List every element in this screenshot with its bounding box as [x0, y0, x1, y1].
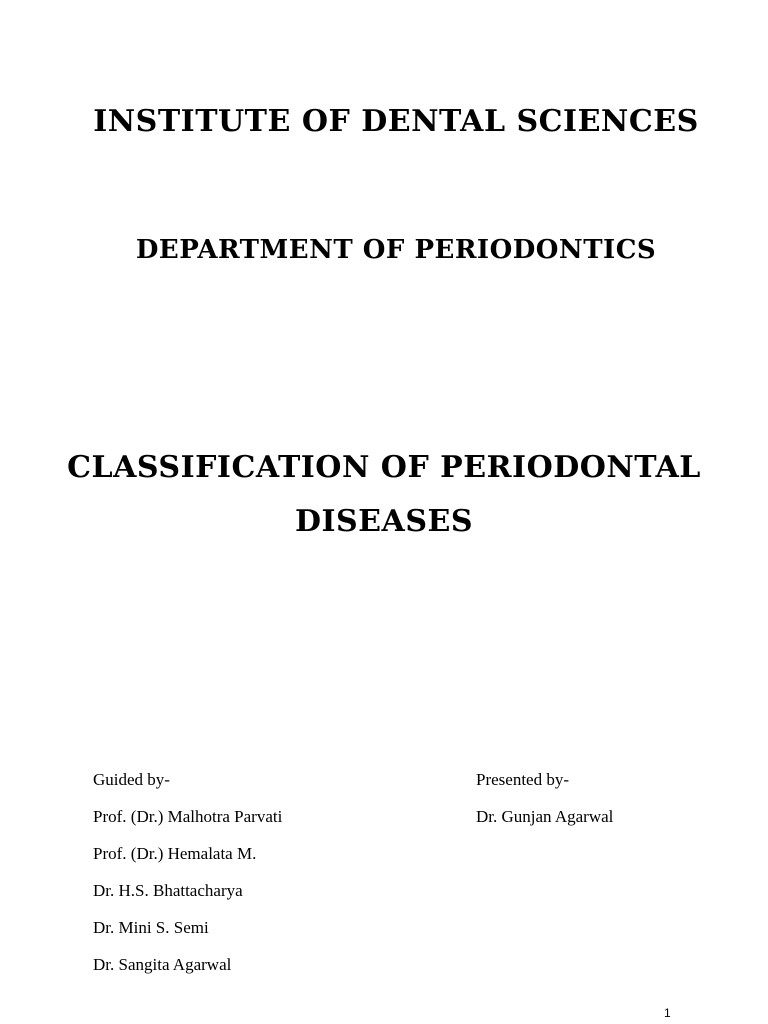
presented-by-label: Presented by-	[476, 770, 570, 789]
guide-name: Prof. (Dr.) Hemalata M.	[93, 844, 257, 863]
presenter-name: Dr. Gunjan Agarwal	[476, 807, 614, 826]
guided-by-section	[93, 770, 282, 992]
guide-name: Prof. (Dr.) Malhotra Parvati	[93, 807, 283, 826]
guide-name: Dr. Sangita Agarwal	[93, 955, 232, 974]
guided-by-label: Guided by-	[93, 770, 170, 789]
institute-heading: INSTITUTE OF DENTAL SCIENCES	[93, 104, 699, 139]
guide-name: Dr. Mini S. Semi	[93, 918, 209, 937]
page-number: 1	[664, 1006, 671, 1020]
document-title-line-1: CLASSIFICATION OF PERIODONTAL	[67, 450, 701, 485]
presented-by-section	[476, 770, 613, 844]
department-heading: DEPARTMENT OF PERIODONTICS	[135, 235, 657, 265]
document-title-line-2: DISEASES	[294, 504, 474, 539]
guide-name: Dr. H.S. Bhattacharya	[93, 881, 243, 900]
